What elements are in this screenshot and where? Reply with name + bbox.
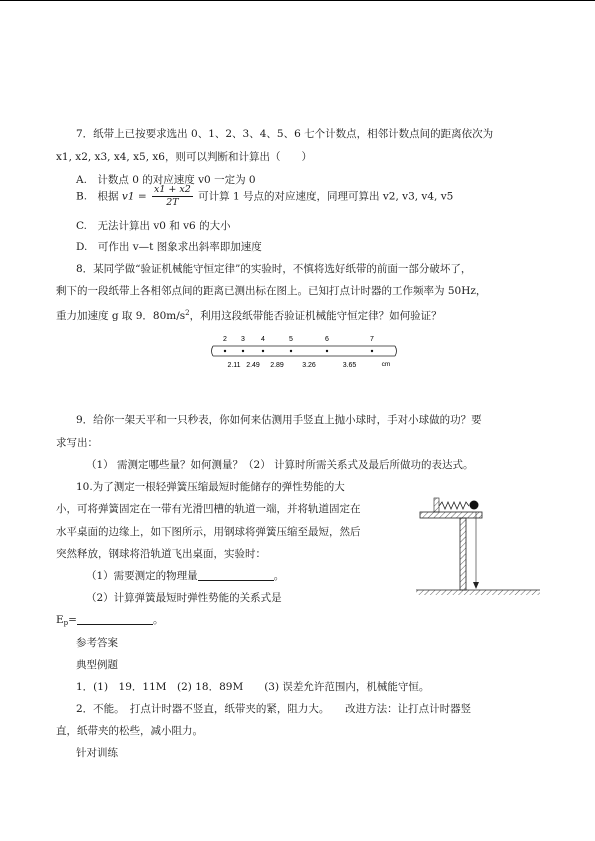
q7-formula-denominator: 2T <box>166 197 179 208</box>
q7-option-d: D. 可作出 v—t 图象求出斜率即加速度 <box>76 241 262 253</box>
tabletop <box>420 512 482 518</box>
tape-point-label: 2 <box>223 336 227 343</box>
q8-exponent: 2 <box>185 309 190 317</box>
q7-option-b <box>76 184 453 209</box>
tape-unit-label: cm <box>381 361 391 368</box>
steel-ball <box>470 501 479 510</box>
paper-tape-figure <box>205 330 405 374</box>
q10-ep-symbol: E <box>56 614 64 626</box>
tape-distance-label: 2.11 <box>227 362 241 369</box>
floor <box>416 590 540 595</box>
q8-line3-prefix: 重力加速度 g 取 9．80m/s <box>56 310 186 322</box>
q10-line5 <box>86 569 284 583</box>
q10-ep-equals: = <box>68 614 77 626</box>
q7-variables: x1, x2, x3, x4, x5, x6 <box>56 151 165 163</box>
answers-title: 参考答案 <box>76 637 118 649</box>
tape-dot <box>224 350 226 352</box>
q7-option-b-prefix: B. 根据 <box>76 190 119 203</box>
q10-ep-subscript: p <box>63 619 69 627</box>
q10-line4: 突然释放，钢球将沿轨道飞出桌面，实验时： <box>56 548 266 560</box>
drop-arrow <box>473 512 479 589</box>
tape-dot <box>262 350 264 352</box>
q10-answer-blank-1[interactable] <box>198 570 274 581</box>
tape-distance-label: 3.26 <box>302 362 316 369</box>
tape-point-label: 5 <box>289 336 293 343</box>
q9-line2: 求写出： <box>56 437 98 449</box>
answer-2-line2: 直，纸带夹的松些，减小阻力。 <box>56 725 203 737</box>
answer-2-line1: 2．不能。 打点计时器不竖直，纸带夹的紧，阻力大。 改进方法：让打点计时器竖 <box>76 703 472 715</box>
q9-line1: 9．给你一架天平和一只秒表，你如何来估测用手竖直上抛小球时，手对小球做的功？要 <box>76 414 482 426</box>
tape-dot <box>242 350 244 352</box>
tape-distance-label: 2.89 <box>270 362 284 369</box>
q10-item1-label: （1）需要测定的物理量 <box>86 570 198 582</box>
q10-line6: （2）计算弹簧最短时弹性势能的关系式是 <box>86 592 282 604</box>
q8-line2: 剩下的一段纸带上各相邻点间的距离已测出标在图上。已知打点计时器的工作频率为 50Hz， <box>56 285 487 297</box>
spring-track-figure <box>412 494 544 604</box>
q9-line3: （1） 需测定哪些量？如何测量？（2） 计算时所需关系式及最后所做功的表达式。 <box>86 459 474 471</box>
tape-dot <box>326 350 328 352</box>
table-leg <box>460 518 466 590</box>
q7-option-a: A. 计数点 0 的对应速度 v0 一定为 0 <box>76 174 256 186</box>
tape-point-label: 6 <box>325 336 329 343</box>
answers-section-typical: 典型例题 <box>76 659 118 671</box>
tape-point-label: 4 <box>261 336 265 343</box>
q7-line1: 7．纸带上已按要求选出 0、1、2、3、4、5、6 七个计数点，相邻计数点间的距离依次为 <box>76 128 494 140</box>
answers-section-training: 针对训练 <box>76 747 118 759</box>
q8-line3 <box>56 306 442 323</box>
answer-1: 1．(1) 19．11M (2) 18．89M (3) 误差允许范围内，机械能守恒。 <box>76 681 430 693</box>
q10-line2: 小，可将弹簧固定在一带有光滑凹槽的轨道一端，并将轨道固定在 <box>56 503 361 515</box>
q10-item1-end: 。 <box>273 570 285 582</box>
q10-answer-blank-2[interactable] <box>77 614 153 625</box>
q10-line1: 10.为了测定一根轻弹簧压缩最短时能储存的弹性势能的大 <box>76 481 345 493</box>
tape-distance-label: 2.49 <box>246 362 260 369</box>
q8-line1: 8．某同学做“验证机械能守恒定律”的实验时，不慎将选好纸带的前面一部分破坏了， <box>76 263 472 275</box>
tape-point-label: 7 <box>370 336 374 343</box>
q7-option-b-suffix: 可计算 1 号点的对应速度，同理可算出 v2, v3, v4, v5 <box>198 190 454 203</box>
q7-option-c: C. 无法计算出 v0 和 v6 的大小 <box>76 220 231 232</box>
q10-line7 <box>56 613 163 630</box>
q7-line2 <box>56 150 312 164</box>
q7-formula-lhs: v1 = <box>121 190 147 203</box>
tape-body <box>212 346 397 356</box>
tape-dot <box>371 350 373 352</box>
q8-line3-suffix: ，利用这段纸带能否验证机械能守恒定律？如何验证？ <box>189 310 442 322</box>
q7-line2-rest: ，则可以判断和计算出（ ） <box>165 151 312 163</box>
q10-line3: 水平桌面的边缘上，如下图所示，用钢球将弹簧压缩至最短，然后 <box>56 526 361 538</box>
tape-distance-label: 3.65 <box>342 362 357 369</box>
q7-formula-numerator: x1 + x2 <box>154 184 191 195</box>
spring-icon <box>439 502 469 509</box>
tape-point-label: 3 <box>241 336 245 343</box>
page-top-rule <box>0 0 595 1</box>
tape-dot <box>290 350 292 352</box>
wall-block <box>434 498 439 512</box>
q7-formula-fraction <box>152 184 193 209</box>
q10-item2-end: 。 <box>152 614 164 626</box>
